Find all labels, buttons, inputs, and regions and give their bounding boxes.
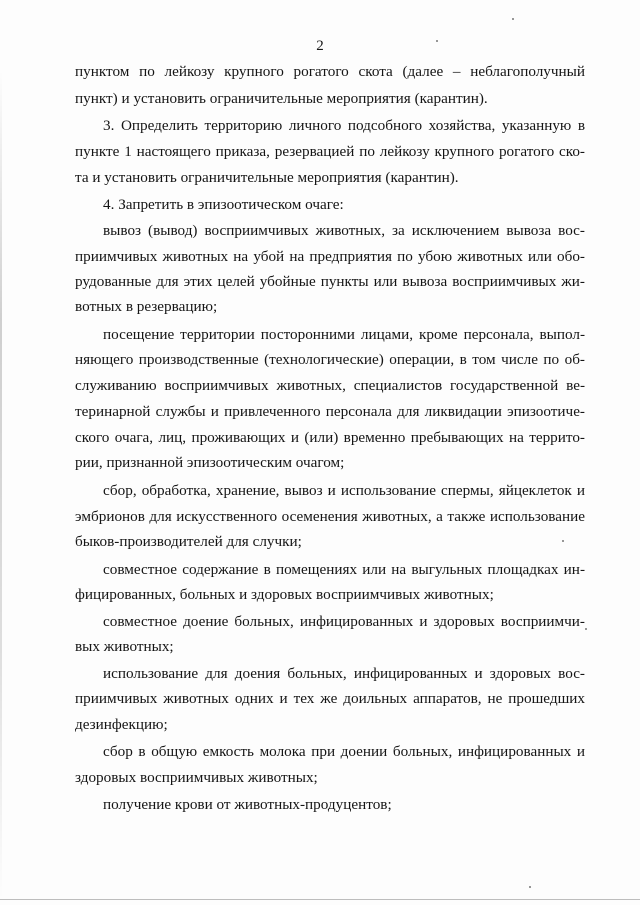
text-line: та и установить ограничительные мероприятия (карантин).	[75, 169, 459, 186]
text-line: приимчивых животных на убой на предприятия по убою животных или обо-	[75, 248, 585, 265]
text-line: сбор в общую емкость молока при доении больных, инфицированных и	[103, 743, 585, 760]
text-line: вых животных;	[75, 638, 174, 655]
scan-speck	[562, 540, 564, 542]
text-line: пункте 1 настоящего приказа, резервацией по лейкозу крупного рогатого ско-	[75, 143, 585, 160]
page-number: 2	[316, 38, 324, 54]
scan-speck	[585, 628, 587, 630]
text-line: пункт) и установить ограничительные мероприятия (карантин).	[75, 90, 488, 107]
text-line: 3. Определить территорию личного подсобного хозяйства, указанную в	[103, 117, 585, 134]
text-line: служиванию восприимчивых животных, специалистов государственной ве-	[75, 377, 585, 394]
text-line: приимчивых животных одних и тех же доильных аппаратов, не прошедших	[75, 690, 585, 707]
text-line: совместное доение больных, инфицированных и здоровых восприимчи-	[103, 613, 585, 630]
scan-bottom-edge	[0, 899, 640, 900]
text-line: ского очага, лиц, проживающих и (или) временно пребывающих на террито-	[75, 429, 585, 446]
text-line: вотных в резервацию;	[75, 298, 218, 315]
text-line: теринарной службы и привлеченного персонала для ликвидации эпизоотиче-	[75, 403, 585, 420]
text-line: дезинфекцию;	[75, 716, 168, 733]
scan-speck	[529, 886, 531, 888]
scan-speck	[436, 40, 438, 42]
text-line: рии, признанной эпизоотическим очагом;	[75, 454, 345, 471]
text-line: использование для доения больных, инфицированных и здоровых вос-	[103, 665, 585, 682]
text-line: посещение территории посторонними лицами, кроме персонала, выпол-	[103, 326, 585, 343]
text-line: сбор, обработка, хранение, вывоз и использование спермы, яйцеклеток и	[103, 482, 585, 499]
text-line: получение крови от животных-продуцентов;	[103, 796, 392, 813]
text-line: быков-производителей для случки;	[75, 533, 302, 550]
text-line: няющего производственные (технологические) операции, в том числе по об-	[75, 351, 585, 368]
text-line: вывоз (вывод) восприимчивых животных, за исключением вывоза вос-	[103, 222, 585, 239]
text-line: совместное содержание в помещениях или на выгульных площадках ин-	[103, 561, 585, 578]
text-line: пунктом по лейкозу крупного рогатого скота (далее – неблагополучный	[75, 63, 585, 80]
scan-speck	[512, 18, 514, 20]
text-line: здоровых восприимчивых животных;	[75, 769, 318, 786]
scan-edge-shadow	[0, 70, 2, 900]
text-line: рудованные для этих целей убойные пункты или вывоза восприимчивых жи-	[75, 273, 585, 290]
text-line: эмбрионов для искусственного осеменения животных, а также использование	[75, 508, 585, 525]
text-line: фицированных, больных и здоровых восприимчивых животных;	[75, 586, 494, 603]
section-heading: 4. Запретить в эпизоотическом очаге:	[103, 196, 344, 213]
